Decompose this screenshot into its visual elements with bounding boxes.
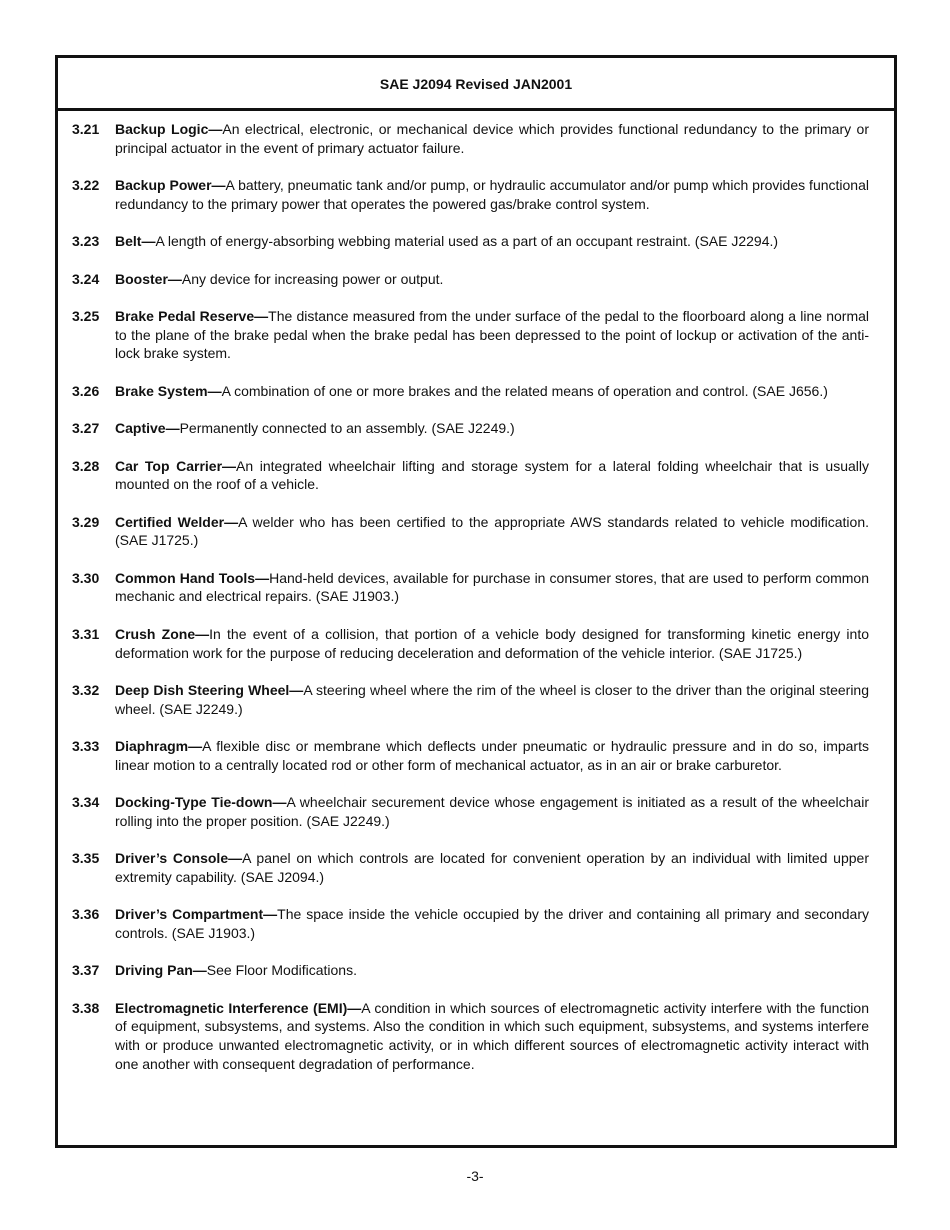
definition-term: Certified Welder— xyxy=(115,513,239,530)
document-frame xyxy=(55,55,897,1148)
definition-body xyxy=(115,737,869,774)
definition-term: Electromagnetic Interference (EMI)— xyxy=(115,999,362,1016)
definition-body xyxy=(115,176,869,213)
definition-text: An integrated wheelchair lifting and storage system for a lateral folding wheelchair that is usually mounted on the roof of a vehicle. xyxy=(115,457,869,493)
definition-entry xyxy=(72,176,869,213)
definition-text: A battery, pneumatic tank and/or pump, or hydraulic accumulator and/or pump which provides functional redundancy to the primary power that operates the powered gas/brake control system. xyxy=(115,177,869,212)
definition-body xyxy=(115,457,869,494)
definition-body xyxy=(115,849,869,886)
definition-entry xyxy=(72,513,869,550)
definition-term: Backup Logic— xyxy=(115,121,223,137)
definition-entry xyxy=(72,232,869,251)
definition-entry xyxy=(72,737,869,774)
definition-term: Crush Zone— xyxy=(115,625,210,642)
definition-text: A condition in which sources of electromagnetic activity interfere with the function of equipment, subsystems, and systems. Also the condition in which such equipment, subsystems, and systems interfere with or produce unwanted electromagnetic activity, or in which different sources of electromagnetic activity interact with one another with consequent degradation of performance. xyxy=(115,999,869,1072)
definition-text: The distance measured from the under surface of the pedal to the floorboard along a line normal to the plane of the brake pedal when the brake pedal has been depressed to the point of lockup or activation of the anti-lock brake system. xyxy=(115,307,869,362)
page-number: -3- xyxy=(466,1168,484,1184)
definition-text: See Floor Modifications. xyxy=(206,962,357,979)
definition-number: 3.30 xyxy=(72,569,100,586)
definition-text: A combination of one or more brakes and the related means of operation and control. (SAE J656.) xyxy=(221,382,828,399)
definition-body xyxy=(115,120,869,157)
definition-number: 3.21 xyxy=(72,121,100,137)
definition-number: 3.23 xyxy=(72,233,100,250)
definition-term: Booster— xyxy=(115,270,182,287)
definition-body xyxy=(115,382,869,401)
definition-term: Brake Pedal Reserve— xyxy=(115,307,269,324)
definition-entry xyxy=(72,681,869,718)
document-header xyxy=(58,58,894,111)
definition-body xyxy=(115,307,869,363)
definition-entry xyxy=(72,120,869,157)
definition-number: 3.26 xyxy=(72,382,100,399)
definition-entry xyxy=(72,793,869,830)
definition-term: Docking-Type Tie-down— xyxy=(115,794,287,811)
definition-entry xyxy=(72,307,869,363)
definition-number: 3.32 xyxy=(72,681,100,698)
definition-entry xyxy=(72,625,869,662)
definition-entry xyxy=(72,457,869,494)
definition-number: 3.37 xyxy=(72,962,100,979)
definition-term: Driver’s Console— xyxy=(115,850,243,867)
definition-entry xyxy=(72,419,869,438)
definition-number: 3.33 xyxy=(72,738,100,755)
definition-body xyxy=(115,419,869,438)
definition-body xyxy=(115,681,869,718)
definition-body xyxy=(115,999,869,1074)
definition-entry xyxy=(72,270,869,289)
definition-term: Driver’s Compartment— xyxy=(115,906,278,923)
definition-number: 3.29 xyxy=(72,513,100,530)
definition-text: A panel on which controls are located for convenient operation by an individual with limited upper extremity capability. (SAE J2094.) xyxy=(115,850,869,885)
definition-body xyxy=(115,270,869,289)
definition-number: 3.25 xyxy=(72,307,100,324)
definition-term: Belt— xyxy=(115,233,156,250)
definition-text: Permanently connected to an assembly. (SAE J2249.) xyxy=(179,420,515,437)
definition-text: The space inside the vehicle occupied by the driver and containing all primary and secondary controls. (SAE J1903.) xyxy=(115,906,870,941)
definition-number: 3.27 xyxy=(72,420,100,437)
definition-body xyxy=(115,961,869,980)
definition-body xyxy=(115,569,869,606)
definition-term: Car Top Carrier— xyxy=(115,457,237,474)
definition-text: A length of energy-absorbing webbing material used as a part of an occupant restraint. (SAE J2294.) xyxy=(155,233,779,250)
definition-term: Common Hand Tools— xyxy=(115,569,270,586)
definition-body xyxy=(115,232,869,251)
definition-term: Driving Pan— xyxy=(115,962,207,979)
definition-text: An electrical, electronic, or mechanical device which provides functional redundancy to the primary or principal actuator in the event of primary actuator failure. xyxy=(115,121,870,156)
definition-number: 3.31 xyxy=(72,625,100,642)
header-title: SAE J2094 Revised JAN2001 xyxy=(379,76,573,92)
definition-text: Hand-held devices, available for purchase in consumer stores, that are used to perform common mechanic and electrical repairs. (SAE J1903.) xyxy=(115,569,870,605)
definition-body xyxy=(115,625,869,662)
definition-text: A steering wheel where the rim of the wheel is closer to the driver than the original steering wheel. (SAE J2249.) xyxy=(115,681,870,717)
definition-term: Deep Dish Steering Wheel— xyxy=(115,681,304,698)
definition-text: A flexible disc or membrane which deflects under pneumatic or hydraulic pressure and in do so, imparts linear motion to a centrally located rod or other form of mechanical actuator, as in an air or brake carburetor. xyxy=(115,738,869,773)
definition-term: Captive— xyxy=(115,420,180,437)
definition-entry xyxy=(72,569,869,606)
definition-entry xyxy=(72,382,869,401)
definition-number: 3.36 xyxy=(72,906,100,923)
definition-text: In the event of a collision, that portion of a vehicle body designed for transforming kinetic energy into deformation work for the purpose of reducing deceleration and deformation of the vehicle interior. (SAE J1725.) xyxy=(115,625,869,661)
definition-text: Any device for increasing power or output. xyxy=(181,270,444,287)
definition-text: A wheelchair securement device whose engagement is initiated as a result of the wheelchair rolling into the proper position. (SAE J2249.) xyxy=(115,794,869,829)
definition-body xyxy=(115,513,869,550)
definitions-list xyxy=(72,120,869,1092)
definition-number: 3.28 xyxy=(72,457,100,474)
definition-entry xyxy=(72,905,869,942)
definition-body xyxy=(115,905,869,942)
definition-number: 3.24 xyxy=(72,270,100,287)
definition-entry xyxy=(72,849,869,886)
definition-text: A welder who has been certified to the appropriate AWS standards related to vehicle modification. (SAE J1725.) xyxy=(115,513,869,549)
definition-entry xyxy=(72,961,869,980)
definition-number: 3.22 xyxy=(72,177,100,194)
definition-term: Brake System— xyxy=(115,382,222,399)
definition-term: Diaphragm— xyxy=(115,738,203,755)
definition-term: Backup Power— xyxy=(115,177,226,194)
definition-body xyxy=(115,793,869,830)
definition-number: 3.34 xyxy=(72,794,100,811)
definition-number: 3.35 xyxy=(72,850,100,867)
definition-number: 3.38 xyxy=(72,999,100,1016)
definition-entry xyxy=(72,999,869,1074)
